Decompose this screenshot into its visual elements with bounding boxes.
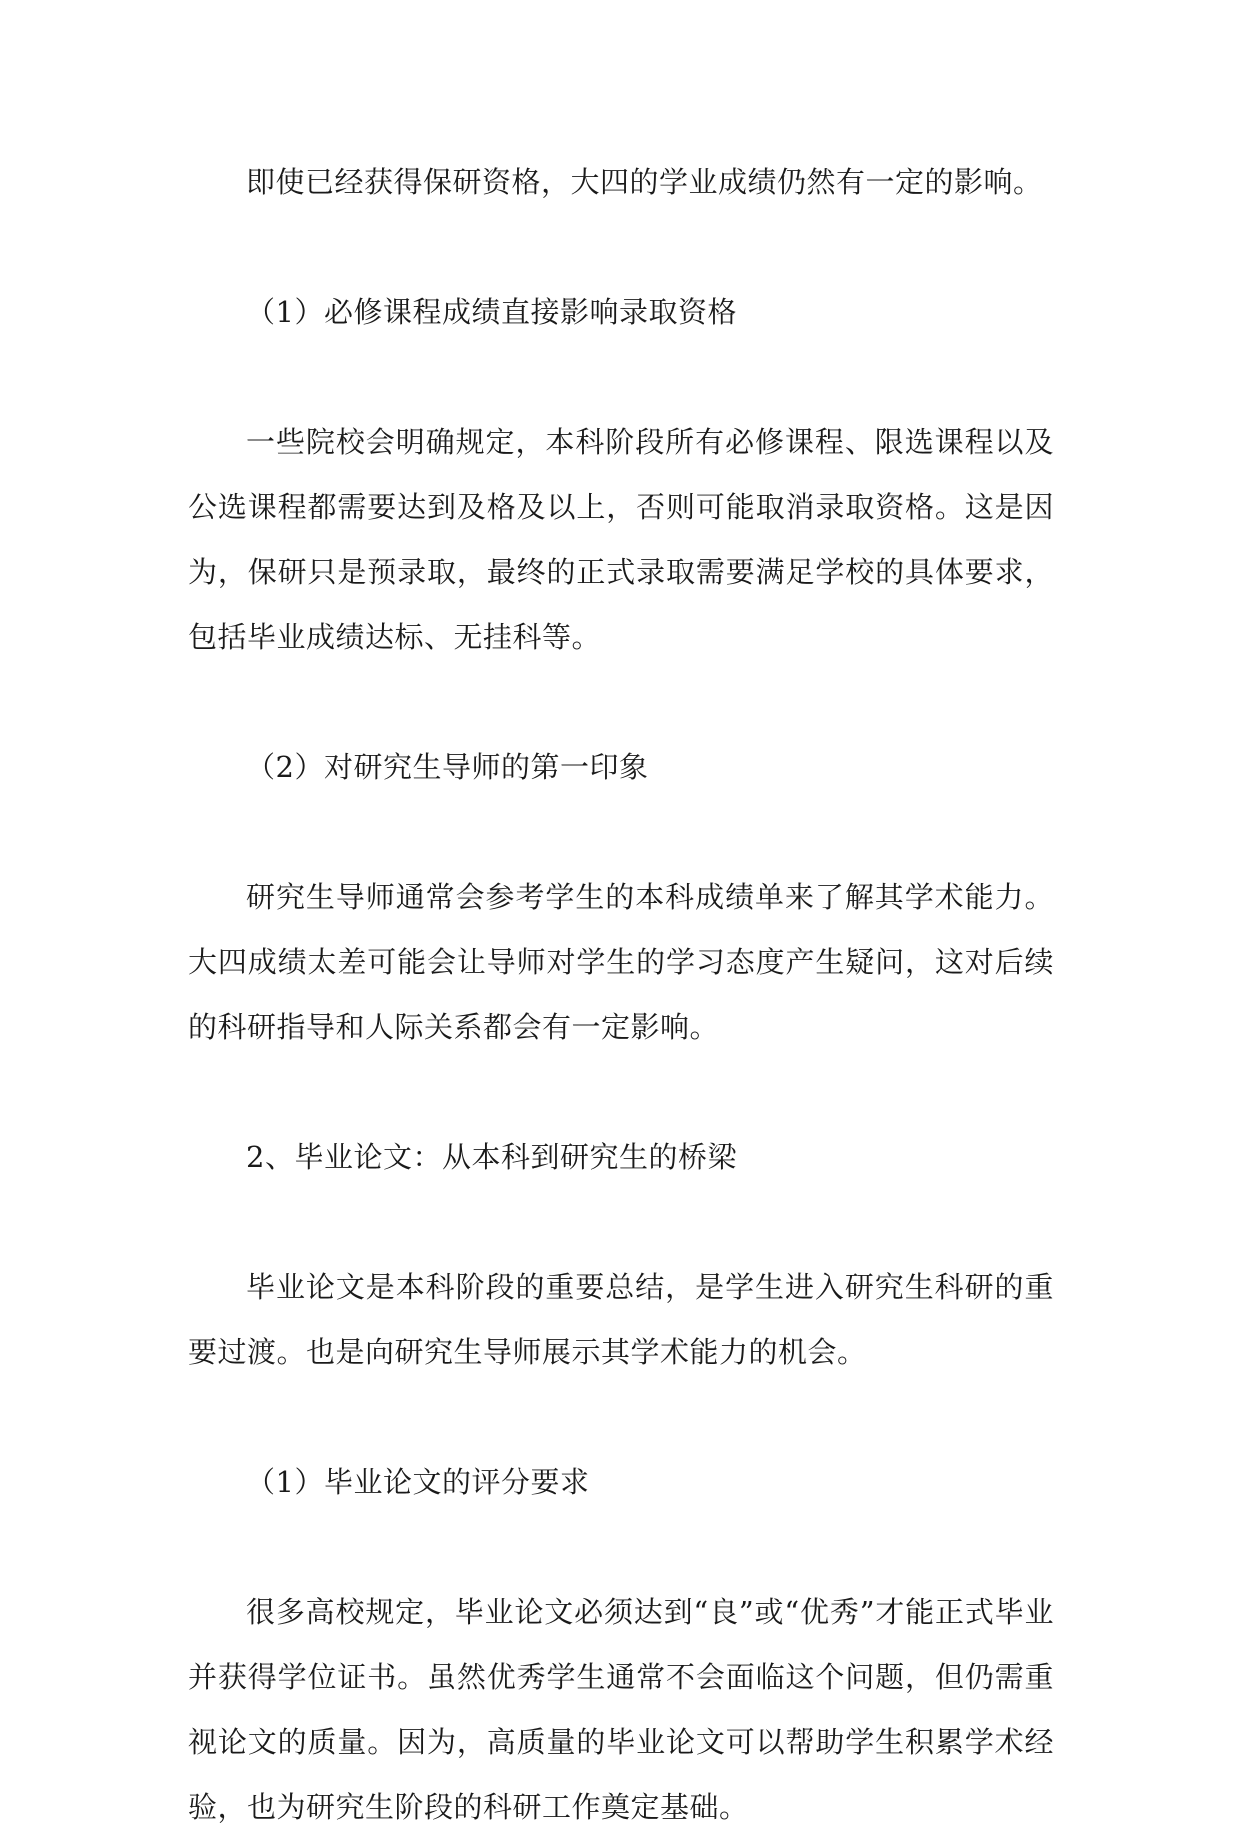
required-courses-paragraph: 一些院校会明确规定，本科阶段所有必修课程、限选课程以及公选课程都需要达到及格及以上，否则可能取消录取资格。这是因为，保研只是预录取，最终的正式录取需要满足学校的具体要求，包括毕业成绩达标、无挂科等。 xyxy=(188,425,1054,654)
document-body xyxy=(188,150,1054,1840)
intro-paragraph: 即使已经获得保研资格，大四的学业成绩仍然有一定的影响。 xyxy=(246,165,1043,199)
subheading-required-courses: （1）必修课程成绩直接影响录取资格 xyxy=(246,295,737,329)
subheading-thesis-grading: （1）毕业论文的评分要求 xyxy=(246,1465,590,1499)
section-heading-thesis: 2、毕业论文：从本科到研究生的桥梁 xyxy=(246,1140,737,1174)
subheading-advisor-impression: （2）对研究生导师的第一印象 xyxy=(246,750,649,784)
thesis-paragraph: 毕业论文是本科阶段的重要总结，是学生进入研究生科研的重要过渡。也是向研究生导师展示其学术能力的机会。 xyxy=(188,1270,1054,1369)
advisor-impression-paragraph: 研究生导师通常会参考学生的本科成绩单来了解其学术能力。大四成绩太差可能会让导师对学生的学习态度产生疑问，这对后续的科研指导和人际关系都会有一定影响。 xyxy=(188,880,1054,1044)
thesis-grading-paragraph: 很多高校规定，毕业论文必须达到“良”或“优秀”才能正式毕业并获得学位证书。虽然优秀学生通常不会面临这个问题，但仍需重视论文的质量。因为，高质量的毕业论文可以帮助学生积累学术经验，也为研究生阶段的科研工作奠定基础。 xyxy=(188,1595,1054,1824)
